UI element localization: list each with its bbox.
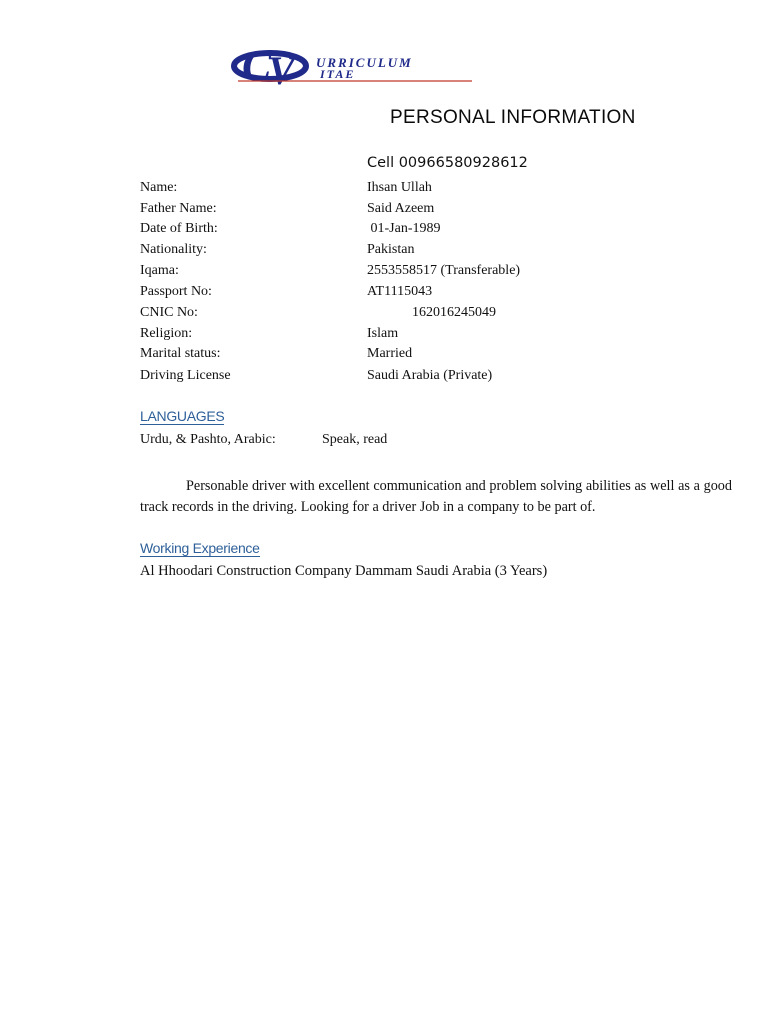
- info-value: 162016245049: [412, 305, 496, 320]
- languages-heading: [140, 408, 224, 424]
- summary-paragraph: Personable driver with excellent communication and problem solving abilities as well as a good track records in the driving. Looking for a driver Job in a company to be part of.: [140, 478, 732, 515]
- cell-number: Cell 00966580928612: [367, 155, 528, 171]
- languages-heading-underline: [140, 424, 224, 425]
- languages-label: Urdu, & Pashto, Arabic:: [140, 432, 276, 447]
- info-label: Passport No:: [140, 284, 212, 299]
- section-title-personal-information: PERSONAL INFORMATION: [390, 107, 636, 128]
- info-label: CNIC No:: [140, 305, 198, 320]
- info-label: Date of Birth:: [140, 221, 218, 236]
- info-label: Iqama:: [140, 263, 179, 278]
- info-label: Name:: [140, 180, 178, 195]
- info-label: Religion:: [140, 326, 193, 341]
- info-value: Married: [367, 346, 413, 361]
- info-label: Nationality:: [140, 242, 207, 257]
- info-label: Marital status:: [140, 346, 221, 361]
- working-experience-heading-text: Working Experience: [140, 540, 260, 556]
- logo-letter-v: V: [268, 48, 295, 92]
- info-value: Said Azeem: [367, 201, 435, 216]
- info-label: Father Name:: [140, 201, 217, 216]
- info-value: AT1115043: [367, 284, 433, 299]
- info-value: 01-Jan-1989: [367, 221, 441, 236]
- working-experience-heading-underline: [140, 556, 260, 557]
- curriculum-vitae-logo: [230, 44, 475, 92]
- info-value: Ihsan Ullah: [367, 180, 432, 195]
- info-value: Islam: [367, 326, 399, 341]
- info-value: Saudi Arabia (Private): [367, 368, 493, 383]
- info-value: Pakistan: [367, 242, 415, 257]
- experience-entry: Al Hhoodari Construction Company Dammam Saudi Arabia (3 Years): [140, 563, 548, 579]
- languages-value: Speak, read: [322, 432, 388, 447]
- languages-heading-text: LANGUAGES: [140, 408, 225, 424]
- languages-row: [140, 432, 388, 448]
- cv-logo-graphic: [230, 44, 475, 92]
- logo-letter-c: C: [242, 44, 272, 90]
- info-value: 2553558517 (Transferable): [367, 263, 521, 278]
- info-label: Driving License: [140, 368, 231, 383]
- logo-word-itae: ITAE: [320, 67, 356, 81]
- logo-word-urriculum: URRICULUM: [316, 55, 413, 70]
- working-experience-heading: [140, 540, 260, 556]
